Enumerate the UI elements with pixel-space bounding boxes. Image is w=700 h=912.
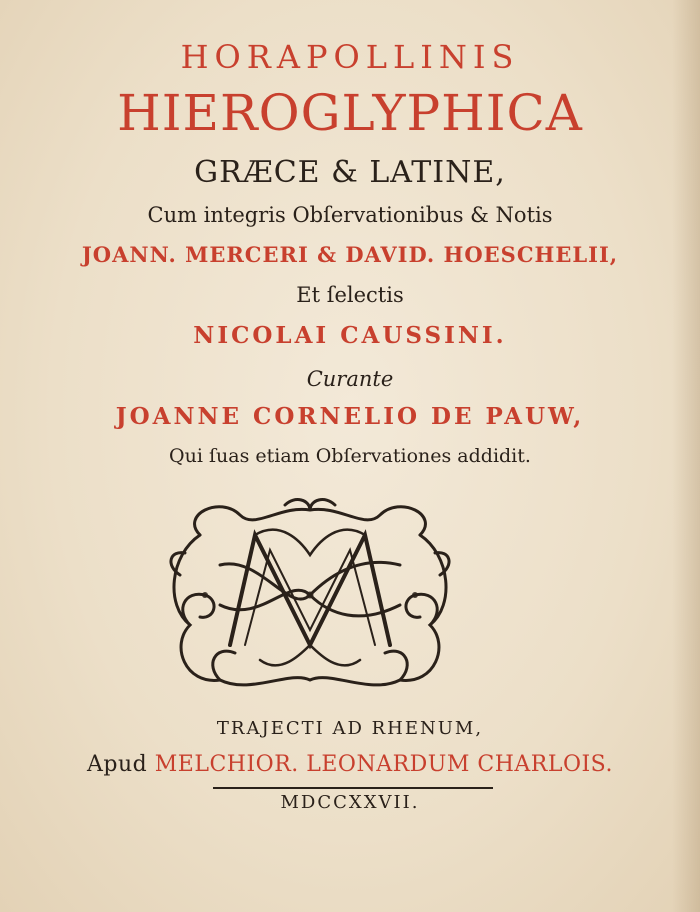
imprint-rule — [213, 787, 493, 789]
printer-name: MELCHIOR. LEONARDUM CHARLOIS. — [154, 752, 613, 777]
caussini-line: NICOLAI CAUSSINI. — [193, 322, 507, 349]
printer-monogram-ornament — [160, 495, 460, 700]
et-selectis-line: Et ſelectis — [296, 283, 404, 307]
notes-line: Cum integris Obſervationibus & Notis — [147, 203, 553, 227]
editor-note-line: Qui ſuas etiam Obſervationes addidit. — [169, 445, 531, 467]
place-line: TRAJECTI AD RHENUM, — [216, 718, 484, 739]
subtitle-line: GRÆCE & LATINE, — [194, 155, 506, 190]
author-line: HORAPOLLINIS — [180, 38, 520, 76]
commentators-line: JOANN. MERCERI & DAVID. HOESCHELII, — [81, 242, 619, 267]
imprint-line — [0, 752, 700, 777]
main-title: HIEROGLYPHICA — [117, 84, 583, 142]
editor-line: JOANNE CORNELIO DE PAUW, — [115, 403, 585, 430]
apud-word: Apud — [87, 752, 148, 777]
year-line: MDCCXXVII. — [280, 792, 420, 813]
curante-line: Curante — [306, 367, 394, 391]
